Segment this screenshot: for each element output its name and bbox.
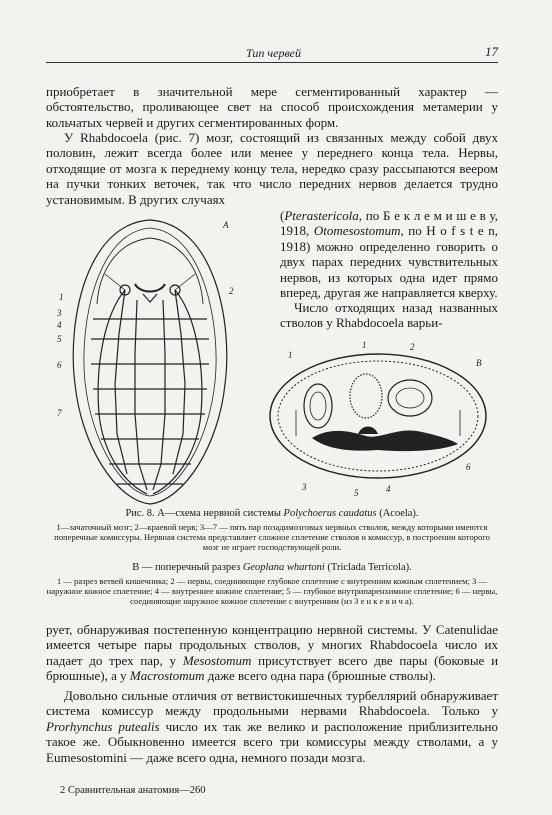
text-span: Довольно сильные отличия от ветвистокишечных турбеллярий обнаруживает система комиссур между продольными нервами Rhabdocoela. Только у (46, 688, 498, 719)
text-span: даже всего одна пара (брюшные стволы). (207, 668, 436, 684)
caption-text: Рис. 8. А—схема нервной системы (125, 508, 281, 519)
species-polychoerus: Polychoerus caudatus (283, 508, 377, 519)
text-span: присутствует всего две пары (боковые и брюшные), а у (46, 652, 499, 684)
genus-pterastericola: Pterastericola (284, 208, 359, 223)
genus-otomesostomum: Otomesostomum (313, 223, 401, 239)
figure-caption-b: 1 — разрез ветвей кишечника; 2 — нервы, соединяющие глубокое сплетение с внутренним кожным сплетением; 3 — наружное кожное сплетение; 4 — внутреннее кожное сплетение; 5 — глубокое внутрипаренхимное сплетение; 6 — нервы, соединяющие наружное кожное сплетение с внутренним (из З е н к е в и ч а). (46, 576, 498, 606)
text-span: , по H o f s t e n, 1918) можно определенно говорить о двух парах передних чувствительных нервов, из которых одна идет прямо вперед, другая же направляется кверху. (280, 223, 499, 301)
text-span: число их так же велико и расположение приблизительно такое же. Обыкновенно имеется всего три комиссуры между стволами, а у Eumesostomini — даже всего одна, немного позади мозга. (46, 718, 498, 765)
paragraph-3-continued (46, 622, 498, 684)
genus-mesostomum: Mesostomum (182, 652, 252, 668)
figure-b-annotation-3: 3 (302, 482, 307, 492)
figure-b-diagram (262, 340, 494, 500)
figure-b-annotation-2: 2 (410, 342, 415, 352)
paragraph-2-wrap: (Pterastericola, по Б е к л е м и ш е в у, 1918, Otomesostomum, по H o f s t e n, 1918) можно определенно говорить о двух парах передних чувствительных нервов, из которых одна идет прямо вперед, другая же направляется кверху. (280, 208, 499, 301)
figure-b-annotation-4: 4 (386, 484, 391, 494)
figure-a-annotation-7: 7 (57, 408, 62, 418)
text-span: рует, обнаруживая постепенную концентрацию нервной системы. У Catenulidae имеется четыре пары продольных стволов, у многих Rhabdocoela число их падает до трех пар, у (46, 622, 498, 668)
figure-a-annotation-3: 3 (57, 308, 62, 318)
running-title: Тип червей (246, 46, 301, 60)
paragraph-2-start: У Rhabdocoela (рис. 7) мозг, состоящий из связанных между собой двух половин, лежит всегда более или менее у переднего конца тела. Нервы, отходящие от мозга к переднему концу тела, нередко сразу рассыпаются веером на пучки тонких веточек, так что число передних нервов делается трудно установимым. В других случаях (46, 130, 498, 207)
caption-text: В — поперечный разрез (132, 562, 241, 573)
figure-a-annotation-5: 5 (57, 334, 62, 344)
paragraph-1: приобретает в значительной мере сегментированный характер — обстоятельство, проливающее свет на способ происхождения метамерии у кольчатых червей и других сегментированных форм. (46, 84, 498, 130)
figure-caption-title (46, 508, 498, 520)
figure-a-annotation-6: 6 (57, 360, 62, 370)
page-number: 17 (485, 44, 498, 59)
figure-a-annotation-1: 1 (59, 292, 64, 302)
paragraph-4 (46, 688, 498, 765)
text-span: , по Б е к л е м и ш е в у, 1918, (280, 208, 498, 239)
paragraph-3-start: Число отходящих назад названных стволов у Rhabdocoela варьи- (280, 300, 498, 331)
figure-b-annotation-6: 6 (466, 462, 471, 472)
figure-a-annotation-2: 2 (229, 286, 234, 296)
figure-a-label: А (223, 220, 229, 230)
figure-b-label: В (476, 358, 482, 368)
species-prorhynchus: Prorhynchus putealis (46, 718, 160, 734)
figure-a-annotation-4: 4 (57, 320, 62, 330)
figure-b-annotation-5: 5 (354, 488, 359, 498)
figure-b-annotation-1b: 1 (362, 340, 367, 350)
genus-macrostomum: Macrostomum (129, 668, 205, 684)
caption-text: (Triclada Terricola). (327, 562, 412, 573)
figure-caption-b-title (46, 562, 498, 574)
footer-signature: 2 Сравнительная анатомия—260 (60, 785, 206, 796)
figure-b-annotation-1a: 1 (288, 350, 293, 360)
figure-caption-a: 1—зачаточный мозг; 2—краевой нерв; 3—7 — пять пар позадимозговых нервных стволов, между которыми имеются поперечные комиссуры. Нервная система представляет сложное сплетение стволов и комиссур, в построении которого мозг не играет господствующей роли. (54, 522, 490, 552)
species-geoplana: Geoplana whartoni (242, 562, 325, 573)
caption-text: (Acoela). (379, 508, 419, 519)
figure-a-diagram (55, 214, 245, 510)
running-header (46, 46, 498, 63)
